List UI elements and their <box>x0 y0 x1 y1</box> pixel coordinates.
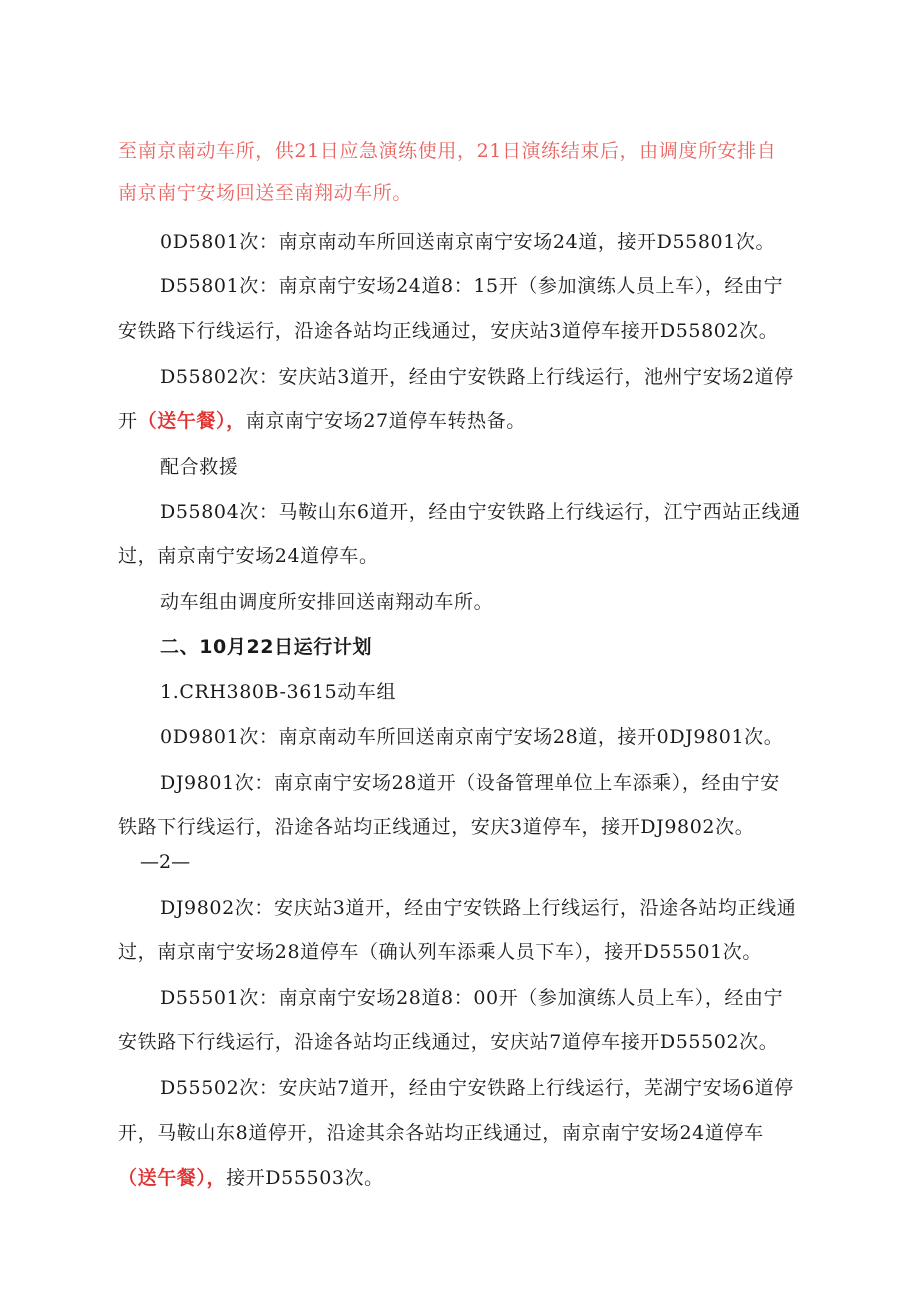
paragraph-line: D55801次：南京南宁安场24道8：15开（参加演练人员上车），经由宁 <box>160 275 784 297</box>
paragraph-line: 过，南京南宁安场28道停车（确认列车添乘人员下车），接开D55501次。 <box>118 941 762 963</box>
paragraph-line: 动车组由调度所安排回送南翔动车所。 <box>160 591 494 613</box>
paragraph-line: 0D5801次：南京南动车所回送南京南宁安场24道，接开D55801次。 <box>160 231 776 253</box>
paragraph-line: D55501次：南京南宁安场28道8：00开（参加演练人员上车），经由宁 <box>160 987 784 1009</box>
paragraph-line: 安铁路下行线运行，沿途各站均正线通过，安庆站7道停车接开D55502次。 <box>118 1031 779 1053</box>
paragraph-line: 南京南宁安场回送至南翔动车所。 <box>118 182 413 204</box>
paragraph-line: 0D9801次：南京南动车所回送南京南宁安场28道，接开0DJ9801次。 <box>160 726 784 748</box>
text-span: 南京南宁安场27道停车转热备。 <box>245 410 526 432</box>
paragraph-line <box>118 408 818 434</box>
paragraph-line: 至南京南动车所，供21日应急演练使用，21日演练结束后，由调度所安排自 <box>118 140 777 162</box>
paragraph-line <box>118 1165 818 1191</box>
text-span: 开 <box>118 410 138 432</box>
subsection-title: 1.CRH380B-3615动车组 <box>160 681 397 703</box>
section-heading: 二、10月22日运行计划 <box>160 636 373 658</box>
paragraph-line: 铁路下行线运行，沿途各站均正线通过，安庆3道停车，接开DJ9802次。 <box>118 816 755 838</box>
lunch-note: （送午餐）， <box>137 410 246 432</box>
lunch-note: （送午餐）， <box>118 1167 227 1189</box>
paragraph-line: D55802次：安庆站3道开，经由宁安铁路上行线运行，池州宁安场2道停 <box>160 366 794 388</box>
paragraph-line: D55804次：马鞍山东6道开，经由宁安铁路上行线运行，江宁西站正线通 <box>160 501 801 523</box>
paragraph-line: 配合救援 <box>160 456 239 478</box>
paragraph-line: 安铁路下行线运行，沿途各站均正线通过，安庆站3道停车接开D55802次。 <box>118 320 779 342</box>
text-span: 接开D55503次。 <box>226 1167 384 1189</box>
paragraph-line: D55502次：安庆站7道开，经由宁安铁路上行线运行，芜湖宁安场6道停 <box>160 1077 794 1099</box>
page-number: —2— <box>140 851 191 873</box>
paragraph-line: DJ9801次：南京南宁安场28道开（设备管理单位上车添乘），经由宁安 <box>160 772 780 794</box>
paragraph-line: 过，南京南宁安场24道停车。 <box>118 545 379 567</box>
paragraph-line: 开，马鞍山东8道停开，沿途其余各站均正线通过，南京南宁安场24道停车 <box>118 1122 764 1144</box>
paragraph-line: DJ9802次：安庆站3道开，经由宁安铁路上行线运行，沿途各站均正线通 <box>160 897 797 919</box>
